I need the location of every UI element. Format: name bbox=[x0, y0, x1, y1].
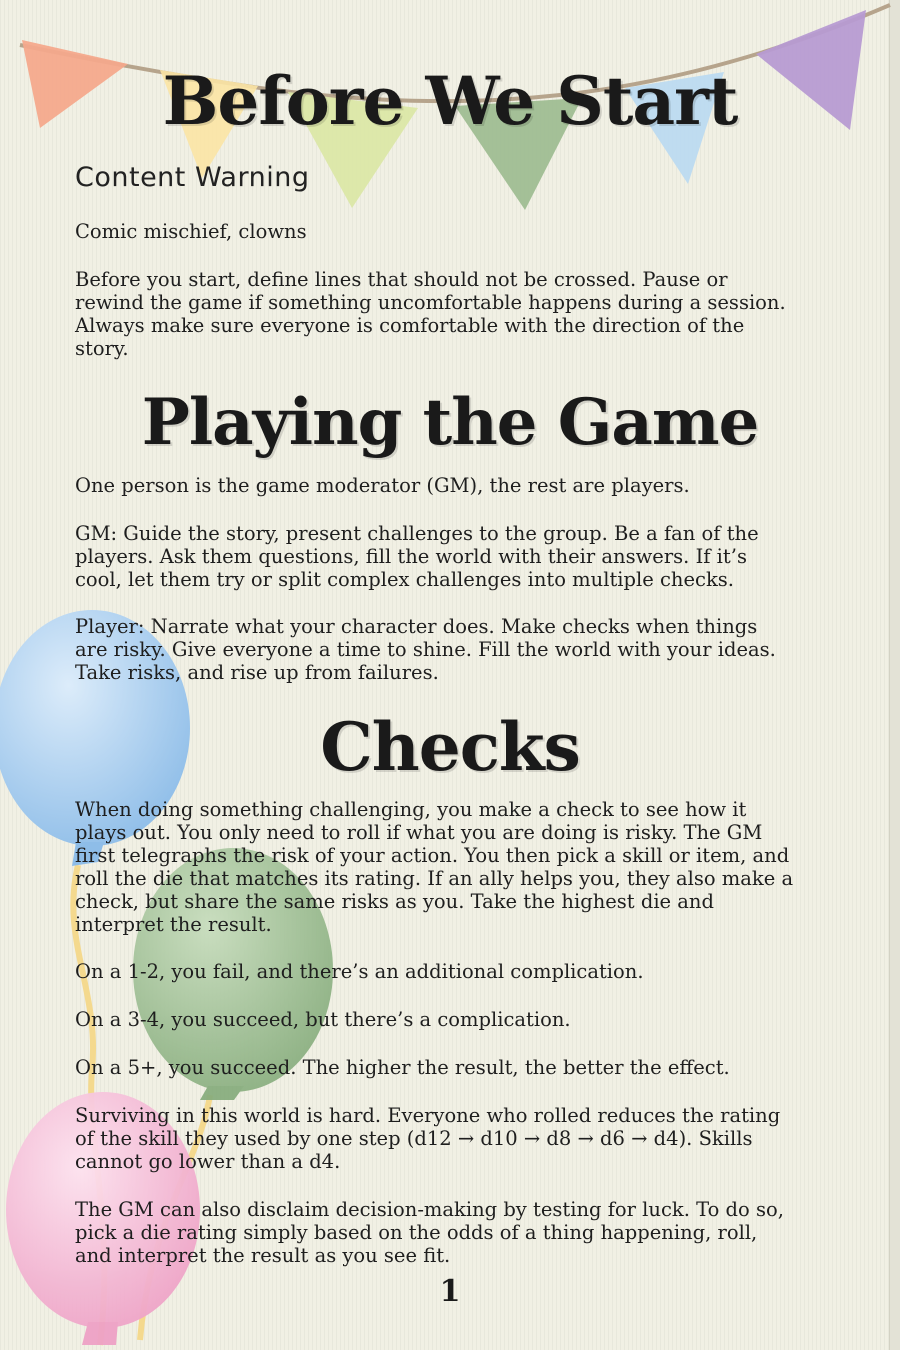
gm-role-paragraph: GM: Guide the story, present challenges to the group. Be a fan of the players. Ask them questions, fill the world with their answers. If it’s cool, let them try or split complex challenges into multiple checks. bbox=[75, 522, 759, 591]
result-success-paragraph: On a 5+, you succeed. The higher the result, the better the effect. bbox=[75, 1056, 730, 1079]
checks-intro-paragraph: When doing something challenging, you make a check to see how it plays out. You only need to roll if what you are doing is risky. The GM first telegraphs the risk of your action. You then pick a skill or item, and roll the die that matches its rating. If an ally helps you, they also make a check, but share the same risks as you. Take the highest die and interpret the result. bbox=[75, 798, 794, 936]
content-warning-heading: Content Warning bbox=[75, 162, 310, 193]
page-title: Before We Start bbox=[162, 62, 738, 140]
playing-the-game-heading: Playing the Game bbox=[141, 385, 759, 460]
content-warning-topics: Comic mischief, clowns bbox=[75, 220, 307, 243]
result-fail-paragraph: On a 1-2, you fail, and there’s an additional complication. bbox=[75, 960, 644, 983]
playing-intro-paragraph: One person is the game moderator (GM), the rest are players. bbox=[75, 474, 690, 497]
player-role-paragraph: Player: Narrate what your character does. Make checks when things are risky. Give everyone a time to shine. Fill the world with your ideas. Take risks, and rise up from failures. bbox=[75, 615, 776, 684]
luck-test-paragraph: The GM can also disclaim decision-making by testing for luck. To do so, pick a die rating simply based on the odds of a thing happening, roll, and interpret the result as you see fit. bbox=[75, 1198, 784, 1267]
skill-degradation-paragraph: Surviving in this world is hard. Everyone who rolled reduces the rating of the skill they used by one step (d12 → d10 → d8 → d6 → d4). Skills cannot go lower than a d4. bbox=[75, 1104, 781, 1173]
result-partial-paragraph: On a 3-4, you succeed, but there’s a complication. bbox=[75, 1008, 571, 1031]
checks-heading: Checks bbox=[320, 708, 580, 786]
content-warning-safety-text: Before you start, define lines that should not be crossed. Pause or rewind the game if something uncomfortable happens during a session. Always make sure everyone is comfortable with the direction of the story. bbox=[75, 268, 786, 360]
page-number: 1 bbox=[439, 1274, 461, 1309]
